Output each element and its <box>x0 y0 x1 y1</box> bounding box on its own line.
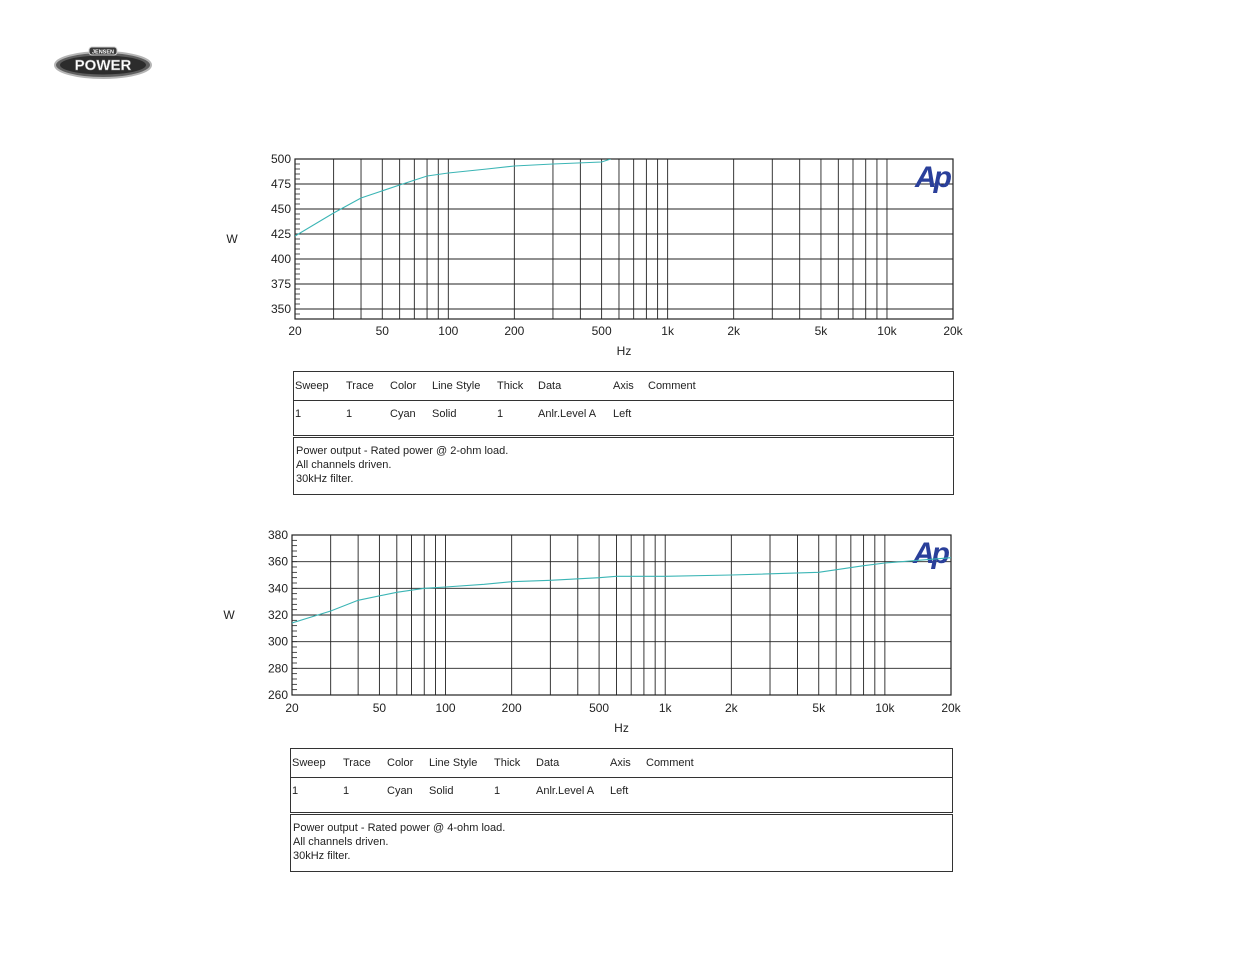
y-tick-label: 450 <box>270 202 291 216</box>
comment-line: Power output - Rated power @ 4-ohm load. <box>293 822 506 834</box>
legend-header-trace: Trace <box>343 757 371 769</box>
y-tick-label: 425 <box>270 227 291 241</box>
legend-thick: 1 <box>497 408 504 420</box>
x-tick-label: 20 <box>285 701 299 715</box>
comment-line: 30kHz filter. <box>293 850 351 862</box>
series-line <box>292 558 951 623</box>
y-tick-label: 475 <box>270 177 291 191</box>
x-tick-label: 200 <box>504 324 525 338</box>
legend-table-2ohm <box>293 371 954 436</box>
legend-header-line-style: Line Style <box>429 757 478 769</box>
legend-header-comment: Comment <box>646 757 694 769</box>
x-tick-label: 5k <box>814 324 828 338</box>
x-axis-label: Hz <box>616 344 632 358</box>
legend-value-row <box>294 401 953 429</box>
y-tick-label: 350 <box>270 302 291 316</box>
x-tick-label: 20k <box>943 324 963 338</box>
y-tick-label: 400 <box>270 252 291 266</box>
y-tick-label: 340 <box>267 581 288 596</box>
x-tick-label: 200 <box>501 701 522 715</box>
legend-axis: Left <box>610 785 629 797</box>
x-tick-label: 50 <box>372 701 387 715</box>
legend-header-thick: Thick <box>497 380 524 392</box>
legend-header-trace: Trace <box>346 380 374 392</box>
x-axis-label: Hz <box>614 721 629 735</box>
legend-header-data: Data <box>538 380 562 392</box>
legend-trace: 1 <box>343 785 350 797</box>
x-tick-label: 100 <box>438 324 459 338</box>
ap-watermark: Ap <box>915 161 949 194</box>
x-tick-label: 500 <box>589 701 610 715</box>
legend-sweep: 1 <box>292 785 299 797</box>
grid <box>292 535 951 695</box>
y-tick-label: 320 <box>267 608 288 622</box>
x-tick-label: 5k <box>812 701 826 715</box>
legend-header-data: Data <box>536 757 560 769</box>
x-tick-label: 50 <box>375 324 389 338</box>
legend-header-sweep: Sweep <box>292 757 326 769</box>
legend-header-row <box>291 749 952 778</box>
logo-subtext: JENSEN <box>91 49 115 56</box>
logo-text: POWER <box>74 57 132 74</box>
y-tick-label: 380 <box>267 528 288 542</box>
y-axis-label: W <box>226 232 238 246</box>
x-tick-label: 100 <box>435 701 456 715</box>
y-axis-label: W <box>223 608 235 622</box>
comment-line: All channels driven. <box>296 459 392 471</box>
comment-box-2ohm <box>293 437 954 495</box>
y-tick-label: 375 <box>270 277 291 291</box>
legend-axis: Left <box>613 408 632 420</box>
legend-header-color: Color <box>390 380 417 392</box>
x-tick-label: 10k <box>877 324 897 338</box>
legend-line-style: Solid <box>432 408 457 420</box>
legend-header-comment: Comment <box>648 380 696 392</box>
legend-header-line-style: Line Style <box>432 380 481 392</box>
x-tick-label: 2k <box>727 324 741 338</box>
x-tick-label: 1k <box>661 324 674 338</box>
x-tick-label: 10k <box>875 701 895 715</box>
legend-header-row <box>294 372 953 401</box>
legend-data: Anlr.Level A <box>538 408 597 420</box>
legend-sweep: 1 <box>295 408 302 420</box>
legend-trace: 1 <box>346 408 353 420</box>
y-tick-label: 280 <box>267 661 288 676</box>
x-tick-label: 20k <box>941 701 961 715</box>
legend-value-row <box>291 778 952 806</box>
comment-line: All channels driven. <box>293 836 389 848</box>
legend-header-axis: Axis <box>610 757 631 769</box>
x-tick-label: 1k <box>658 701 672 715</box>
ap-watermark: Ap <box>913 537 947 570</box>
legend-line-style: Solid <box>429 785 454 797</box>
legend-thick: 1 <box>494 785 501 797</box>
legend-header-sweep: Sweep <box>295 380 329 392</box>
x-tick-label: 2k <box>724 701 738 715</box>
y-tick-label: 300 <box>267 634 288 649</box>
legend-data: Anlr.Level A <box>536 785 595 797</box>
legend-header-thick: Thick <box>494 757 521 769</box>
legend-color: Cyan <box>387 785 413 797</box>
legend-color: Cyan <box>390 408 416 420</box>
y-tick-label: 500 <box>270 152 291 166</box>
y-tick-label: 260 <box>267 688 288 702</box>
comment-line: 30kHz filter. <box>296 473 354 485</box>
comment-box-4ohm <box>290 814 953 872</box>
legend-header-axis: Axis <box>613 380 634 392</box>
y-tick-label: 360 <box>267 554 288 569</box>
x-tick-label: 500 <box>591 324 612 338</box>
x-tick-label: 20 <box>288 324 302 338</box>
legend-table-4ohm <box>290 748 953 813</box>
legend-header-color: Color <box>387 757 414 769</box>
comment-line: Power output - Rated power @ 2-ohm load. <box>296 445 509 457</box>
